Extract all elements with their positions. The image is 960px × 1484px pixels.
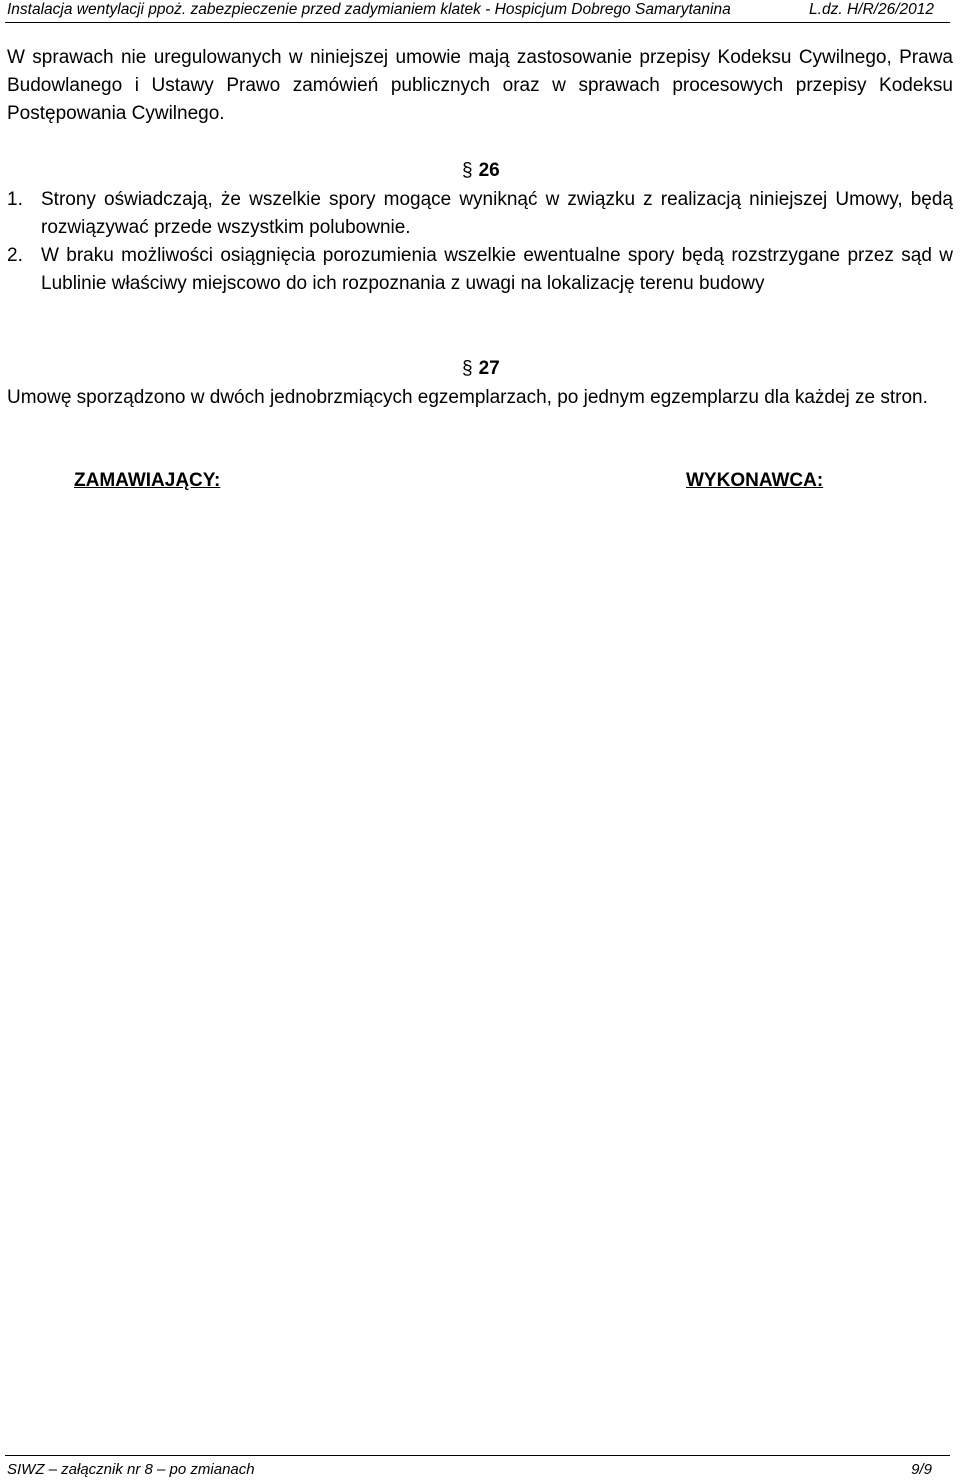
header-reference: L.dz. H/R/26/2012 [809,1,934,18]
page-footer [5,1455,950,1484]
list-item-number: 2. [7,245,23,266]
section-symbol: § [462,160,473,181]
signature-label-contractor: WYKONAWCA: [686,470,824,491]
list-item-text: W braku możliwości osiągnięcia porozumienia wszelkie ewentualne spory będą rozstrzygane przez sąd w Lublinie właściwy miejscowo do ich rozpoznania z uwagi na lokalizację terenu budowy [41,245,953,294]
section-number: 26 [478,160,500,181]
section-symbol: § [462,358,473,379]
section-heading-27 [462,355,500,383]
header-title: Instalacja wentylacji ppoż. zabezpieczenie przed zadymianiem klatek - Hospicjum Dobrego Samarytanina [7,1,731,18]
page-header [5,0,950,23]
list-item [7,242,953,298]
list-item-number: 1. [7,189,23,210]
page-number: 9/9 [911,1461,932,1478]
intro-paragraph: W sprawach nie uregulowanych w niniejszej umowie mają zastosowanie przepisy Kodeksu Cywilnego, Prawa Budowlanego i Ustawy Prawo zamówień publicznych oraz w sprawach procesowych przepisy Kodeksu Postępowania Cywilnego. [7,47,953,124]
copies-paragraph: Umowę sporządzono w dwóch jednobrzmiących egzemplarzach, po jednym egzemplarzu dla każdej ze stron. [7,387,928,408]
footer-label: SIWZ – załącznik nr 8 – po zmianach [7,1461,255,1478]
list-item [7,186,953,242]
section-number: 27 [478,358,500,379]
section-heading-26 [462,157,500,185]
signature-label-employer: ZAMAWIAJĄCY: [74,470,221,491]
list-item-text: Strony oświadczają, że wszelkie spory mogące wyniknąć w związku z realizacją niniejszej Umowy, będą rozwiązywać przede wszystkim polubownie. [41,189,953,238]
